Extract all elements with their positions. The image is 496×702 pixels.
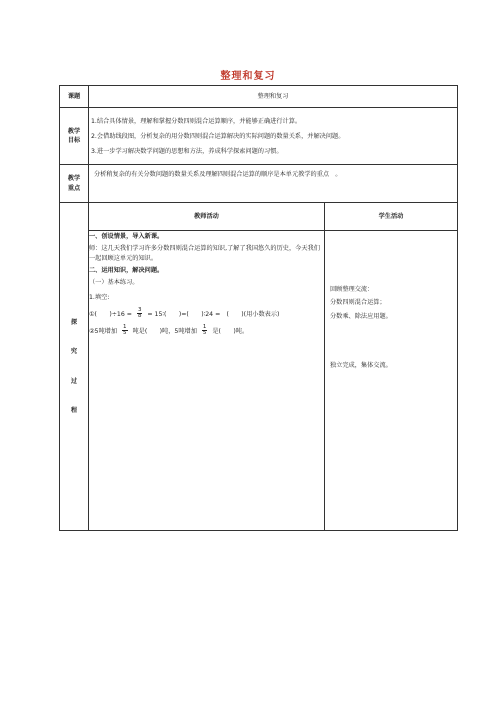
q1-part-a: ①( )÷16 = <box>89 310 132 318</box>
objectives-content <box>89 108 458 165</box>
objectives-label-line2: 目标 <box>67 137 81 144</box>
fill-in-label: 1.填空: <box>89 294 110 302</box>
step1-text: 师：这几天我们学习许多分数四则混合运算的知识,了解了我国悠久的历史，今天我们一起回顾这单元的知识。 <box>89 245 320 262</box>
student-review-line: 分数四则混合运算； <box>330 299 386 307</box>
student-note: 独立完成，集体交流。 <box>330 361 392 369</box>
process-label <box>60 203 89 531</box>
fraction-3-8 <box>137 308 143 320</box>
question-2 <box>89 325 324 337</box>
keypoints-label-line1: 教学 <box>67 175 81 183</box>
student-review-line: 分数乘、除法应用题。 <box>330 312 392 320</box>
step1-heading: 一、创设情景，导入新课。 <box>89 233 164 240</box>
objectives-label <box>60 108 89 165</box>
topic-value: 整理和复习 <box>89 86 458 108</box>
fraction-1-5 <box>202 325 208 337</box>
process-char: 过 <box>70 377 78 385</box>
lesson-plan-table <box>59 85 458 531</box>
activities-header-row <box>60 203 458 231</box>
topic-row <box>60 86 458 108</box>
fraction-numerator: 1 <box>202 323 207 330</box>
process-char: 究 <box>70 348 78 356</box>
fraction-denominator: 5 <box>202 330 207 337</box>
document-title: 整理和复习 <box>220 71 276 82</box>
basic-practice-label: （一）基本练习。 <box>89 279 139 287</box>
objective-item: 2.会借助线段图，分析复杂的用分数四则混合运算解决的实际问题的数量关系，并解决问题。 <box>91 132 345 140</box>
question-1 <box>89 308 324 320</box>
fraction-numerator: 1 <box>123 323 127 330</box>
process-char: 程 <box>70 406 78 414</box>
student-activity-cell <box>325 231 458 531</box>
keypoints-text: 分析稍复杂的有关分数问题的数量关系及理解四则混合运算的顺序是本单元教学的重点 。 <box>89 165 458 203</box>
keypoints-label-line2: 重点 <box>67 184 81 192</box>
objective-item: 3.进一步学习解决数学问题的思想和方法，养成科学探索问题的习惯。 <box>91 147 283 155</box>
teacher-activity-cell <box>89 231 325 531</box>
teacher-activity-header: 教师活动 <box>89 203 325 231</box>
q1-part-b: = 15∶( )=( )∶24 = ( )(用小数表示) <box>147 310 280 318</box>
fraction-numerator: 3 <box>137 306 142 313</box>
q2-part-b: 吨是( )吨，5吨增加 <box>132 327 197 335</box>
topic-label: 课题 <box>60 86 89 108</box>
keypoints-label <box>60 165 89 203</box>
fraction-1-5 <box>122 325 128 337</box>
process-char: 探 <box>70 318 78 326</box>
objectives-label-line1: 教学 <box>67 127 81 135</box>
q2-part-c: 是( )吨。 <box>212 327 249 335</box>
fraction-denominator: 5 <box>123 330 127 337</box>
q2-part-a: ②5吨增加 <box>89 327 118 335</box>
keypoints-row <box>60 165 458 203</box>
step2-heading: 二、运用知识，解决问题。 <box>89 266 164 274</box>
fraction-denominator: 8 <box>137 313 142 320</box>
student-activity-header: 学生活动 <box>325 203 458 231</box>
objective-item: 1.结合具体情景，理解和掌握分数四则混合运算顺序，并能够正确进行计算。 <box>91 117 302 125</box>
activities-body-row <box>60 231 458 531</box>
objectives-row <box>60 108 458 165</box>
student-review-line: 回顾整理交流： <box>330 286 374 293</box>
